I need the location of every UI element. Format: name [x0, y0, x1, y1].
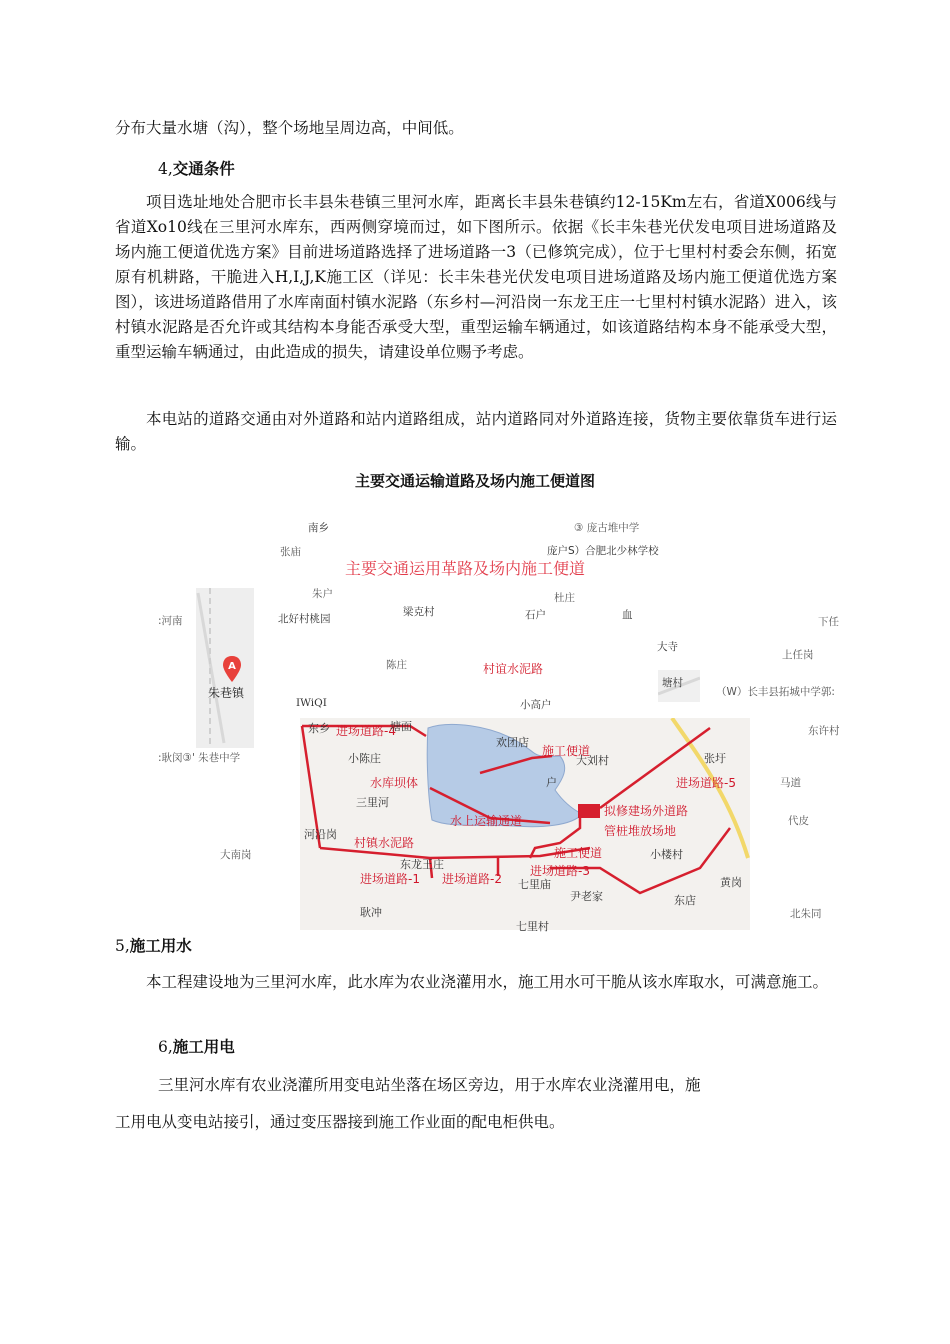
- overlay-label-heyangang: 河沿岗: [304, 828, 337, 841]
- map-label-xiaogaohu: 小高户: [520, 699, 552, 711]
- paragraph-top: 分布大量水塘（沟），整个场地呈周边高，中间低。: [115, 119, 464, 137]
- overlay-label-dongdian: 东店: [674, 894, 696, 907]
- overlay-label-tangmian: 塘面: [390, 720, 412, 733]
- map-label-danangang: 大南岗: [220, 849, 252, 861]
- pile-storage-site-marker: [578, 804, 600, 818]
- overlay-label-shuishang: 水上运输通道: [450, 814, 523, 828]
- map-title: 主要交通运用革路及场内施工便道: [345, 559, 586, 578]
- paragraph-power-line1: 三里河水库有农业浇灌所用变电站坐落在场区旁边，用于水库农业浇灌用电，施: [158, 1076, 701, 1094]
- route-5: [600, 728, 710, 808]
- map-label-daipi: 代皮: [788, 815, 809, 827]
- heading-4-number: 4,: [158, 160, 173, 178]
- overlay-label-dongxiang: 东乡: [308, 722, 330, 735]
- map-label-gengmin: :耿闵③' 朱巷中学: [158, 752, 241, 764]
- heading-6-title: 施工用电: [172, 1037, 235, 1056]
- heading-5-title: 施工用水: [129, 936, 192, 955]
- map-label-nanxiang: 南乡: [308, 522, 329, 534]
- map-label-chenzhuang: 陈庄: [386, 659, 407, 671]
- overlay-label-zhangwei: 张圩: [704, 752, 726, 765]
- map-label-madao: 马道: [780, 777, 801, 789]
- location-marker-icon: [222, 655, 242, 683]
- heading-5: [115, 934, 192, 956]
- overlay-label-sgbd2: 施工便道: [554, 846, 603, 860]
- overlay-label-road4: 进场道路-4: [336, 724, 396, 738]
- overlay-label-donglongwang: 东龙王庄: [400, 858, 444, 871]
- map-label-pangguduizhongxue: ③ 庞古堆中学: [574, 522, 640, 534]
- overlay-label-gengchong: 耿冲: [360, 906, 382, 919]
- overlay-label-nixiu2: 管桩堆放场地: [604, 824, 677, 838]
- overlay-label-shuikubati: 水库坝体: [370, 776, 419, 790]
- map-label-tuochengzhongxue: （W）长丰县拓城中学郭:: [716, 686, 835, 698]
- map-label-xiaren: 下任: [818, 616, 839, 628]
- map-label-beizhutong: 北朱同: [790, 908, 822, 920]
- overlay-label-road3: 进场道路-3: [530, 864, 590, 878]
- paragraph-traffic: 项目选址地处合肥市长丰县朱巷镇三里河水库，距离长丰县朱巷镇约12-15Km左右，省道X006线与省道Xo10线在三里河水库东，西两侧穿境而过，如下图所示。依据《长丰朱巷光伏发电项目进场道路及场内施工便道优选方案》目前进场道路选择了进场道路一3（已修筑完成），位于七里村村委会东侧，拓宽原有机耕路，干脆进入H,I,J,K施工区（详见：长丰朱巷光伏发电项目进场道路及场内施工便道优选方案图），该进场道路借用了水库南面村镇水泥路（东乡村—河沿岗一东龙王庄一七里村村镇水泥路）进入，该村镇水泥路是否允许或其结构本身能否承受大型，重型运输车辆通过，如该道路结构本身不能承受大型，重型运输车辆通过，由此造成的损失，请建设单位赐予考虑。: [115, 193, 837, 361]
- map-label-zhuxiangzhen: 朱巷镇: [208, 686, 245, 700]
- overlay-label-huantuandian: 欢团店: [496, 736, 529, 749]
- heading-5-number: 5,: [115, 937, 130, 955]
- overlay-label-road5: 进场道路-5: [676, 776, 736, 790]
- overlay-label-cunzhen: 村镇水泥路: [354, 836, 415, 850]
- heading-6: [158, 1035, 235, 1057]
- map-label-zhuhu: 朱户: [312, 588, 333, 600]
- overlay-label-nixiu1: 拟修建场外道路: [604, 804, 689, 818]
- map-label-tangcun: 塘村: [662, 677, 683, 689]
- overlay-label-hu: 户: [546, 776, 557, 789]
- overlay-label-sanlihe: 三里河: [356, 796, 389, 809]
- overlay-label-yinlaojia: 尹老家: [570, 890, 603, 903]
- map-label-beihaocun: 北好村桃园: [278, 613, 331, 625]
- overlay-label-qilimiao: 七里庙: [518, 878, 551, 891]
- paragraph-water: 本工程建设地为三里河水库，此水库为农业浇灌用水，施工用水可干脆从该水库取水，可满意施工。: [146, 973, 829, 991]
- overlay-label-road1: 进场道路-1: [360, 872, 420, 886]
- overlay-label-qilicun: 七里村: [516, 920, 549, 933]
- map-label-panghus: 庞户S）合肥北少林学校: [547, 545, 659, 557]
- map-label-shihu: 石户: [525, 609, 546, 621]
- map-label-henan: :河南: [158, 615, 183, 627]
- overlay-label-sgbd1: 施工便道: [542, 744, 591, 758]
- overlay-label-huanggang: 黄岗: [720, 876, 742, 889]
- overlay-label-xiaochenzhuang: 小陈庄: [348, 752, 381, 765]
- map-label-xue: 血: [622, 609, 633, 621]
- overlay-label-road2: 进场道路-2: [442, 872, 502, 886]
- paragraph-traffic-summary: 本电站的道路交通由对外道路和站内道路组成，站内道路同对外道路连接，货物主要依靠货车进行运输。: [115, 410, 837, 453]
- map-label-cunyishuini: 村谊水泥路: [483, 662, 544, 676]
- overlay-label-dalicun: 大刘村: [576, 754, 609, 767]
- paragraph-power-line2: 工用电从变电站接引，通过变压器接到施工作业面的配电柜供电。: [115, 1113, 565, 1131]
- figure-title: 主要交通运输道路及场内施工便道图: [354, 472, 595, 490]
- map-label-zhangmiao: 张庙: [280, 546, 301, 558]
- map-label-iwiqi: IWiQI: [296, 697, 327, 709]
- map-label-liangke: 梁克村: [403, 606, 435, 618]
- map-label-dongxucun: 东许村: [808, 725, 840, 737]
- detail-map: [300, 718, 750, 933]
- heading-4-title: 交通条件: [172, 159, 235, 178]
- map-label-duzhuang: 杜庄: [554, 592, 575, 604]
- map-label-dasi: 大寺: [657, 641, 678, 653]
- map-label-shangrengang: 上任岗: [782, 649, 814, 661]
- heading-6-number: 6,: [158, 1038, 173, 1056]
- location-marker-letter: A: [228, 661, 236, 672]
- heading-4: [158, 157, 235, 179]
- overlay-label-xiaolou: 小楼村: [650, 848, 683, 861]
